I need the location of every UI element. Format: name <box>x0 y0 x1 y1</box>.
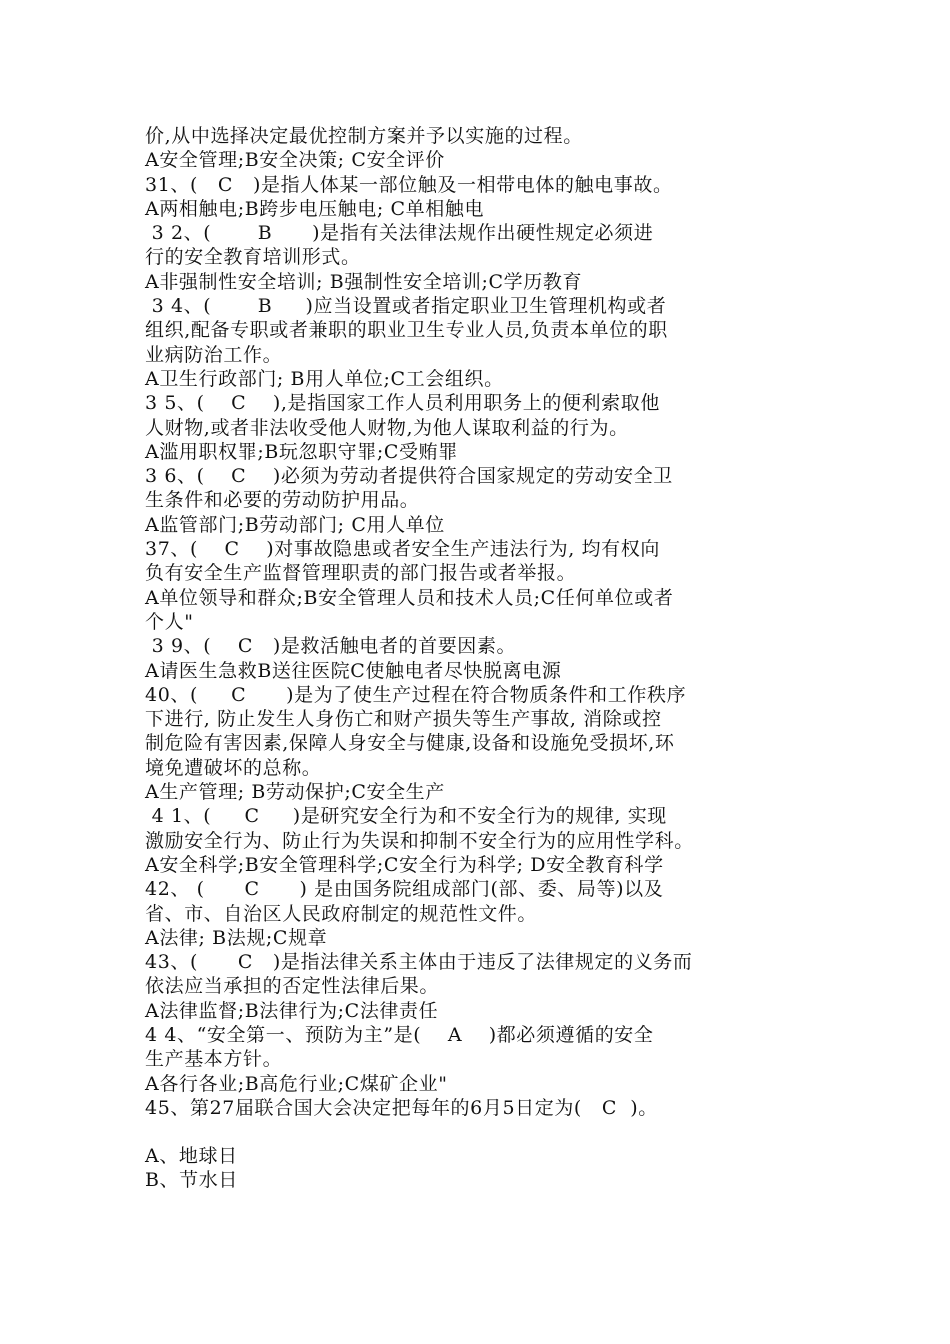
question-42: 42、 ( C ) 是由国务院组成部门(部、委、局等)以及 <box>145 878 664 901</box>
question-45: 45、第27届联合国大会决定把每年的6月5日定为( C )。 <box>145 1096 658 1119</box>
answer-options: A法律; B法规;C规章 <box>145 926 328 949</box>
text-line: 人财物,或者非法收受他人财物,为他人谋取利益的行为。 <box>145 416 629 439</box>
question-36: 3 6、( C )必须为劳动者提供符合国家规定的劳动安全卫 <box>145 465 673 488</box>
text-line: 激励安全行为、防止行为失误和抑制不安全行为的应用性学科。 <box>145 829 694 852</box>
option-a: A、地球日 <box>145 1145 238 1168</box>
document-body <box>145 124 835 1193</box>
question-44: 4 4、“安全第一、预防为主”是( A )都必须遵循的安全 <box>145 1023 654 1046</box>
question-34: 3 4、( B )应当设置或者指定职业卫生管理机构或者 <box>145 295 667 318</box>
text-line: 制危险有害因素,保障人身安全与健康,设备和设施免受损坏,环 <box>145 732 675 755</box>
answer-options: A安全科学;B安全管理科学;C安全行为科学; D安全教育科学 <box>145 853 664 876</box>
text-line: 负有安全生产监督管理职责的部门报告或者举报。 <box>145 562 577 585</box>
answer-options: A请医生急救B送往医院C使触电者尽快脱离电源 <box>145 659 562 682</box>
answer-options: A两相触电;B跨步电压触电; C单相触电 <box>145 197 485 220</box>
text-line: 依法应当承担的否定性法律后果。 <box>145 975 440 998</box>
answer-options: A滥用职权罪;B玩忽职守罪;C受贿罪 <box>145 440 458 463</box>
answer-options: A生产管理; B劳动保护;C安全生产 <box>145 781 445 804</box>
text-line: 境免遭破坏的总称。 <box>145 756 322 779</box>
text-line: 业病防治工作。 <box>145 343 283 366</box>
question-37: 37、( C )对事故隐患或者安全生产违法行为, 均有权向 <box>145 538 660 561</box>
question-35: 3 5、( C ),是指国家工作人员利用职务上的便利索取他 <box>145 392 660 415</box>
text-line: 组织,配备专职或者兼职的职业卫生专业人员,负责本单位的职 <box>145 319 668 342</box>
text-line: 生条件和必要的劳动防护用品。 <box>145 489 420 512</box>
text-line: 价,从中选择决定最优控制方案并予以实施的过程。 <box>145 125 583 147</box>
question-32: 3 2、( B )是指有关法律法规作出硬性规定必须进 <box>145 222 654 245</box>
answer-options: A安全管理;B安全决策; C安全评价 <box>145 149 445 172</box>
answer-options: A法律监督;B法律行为;C法律责任 <box>145 999 439 1022</box>
answer-options: A卫生行政部门; B用人单位;C工会组织。 <box>145 367 504 390</box>
question-43: 43、( C )是指法律关系主体由于违反了法律规定的义务而 <box>145 951 693 974</box>
blank-line <box>145 1120 835 1144</box>
text-line: 个人" <box>145 610 194 633</box>
text-line: 生产基本方针。 <box>145 1048 283 1071</box>
question-41: 4 1、( C )是研究安全行为和不安全行为的规律, 实现 <box>145 805 667 828</box>
option-b: B、节水日 <box>145 1169 238 1192</box>
answer-options: A非强制性安全培训; B强制性安全培训;C学历教育 <box>145 270 583 293</box>
text-line: 下进行, 防止发生人身伤亡和财产损失等生产事故, 消除或控 <box>145 708 662 731</box>
question-39: 3 9、( C )是救活触电者的首要因素。 <box>145 635 517 658</box>
question-31: 31、( C )是指人体某一部位触及一相带电体的触电事故。 <box>145 173 673 196</box>
answer-options: A各行各业;B高危行业;C煤矿企业" <box>145 1072 448 1095</box>
question-40: 40、( C )是为了使生产过程在符合物质条件和工作秩序 <box>145 683 687 706</box>
answer-options: A监管部门;B劳动部门; C用人单位 <box>145 513 445 536</box>
text-line: 行的安全教育培训形式。 <box>145 246 361 269</box>
answer-options: A单位领导和群众;B安全管理人员和技术人员;C任何单位或者 <box>145 586 674 609</box>
text-line: 省、市、自治区人民政府制定的规范性文件。 <box>145 902 538 925</box>
